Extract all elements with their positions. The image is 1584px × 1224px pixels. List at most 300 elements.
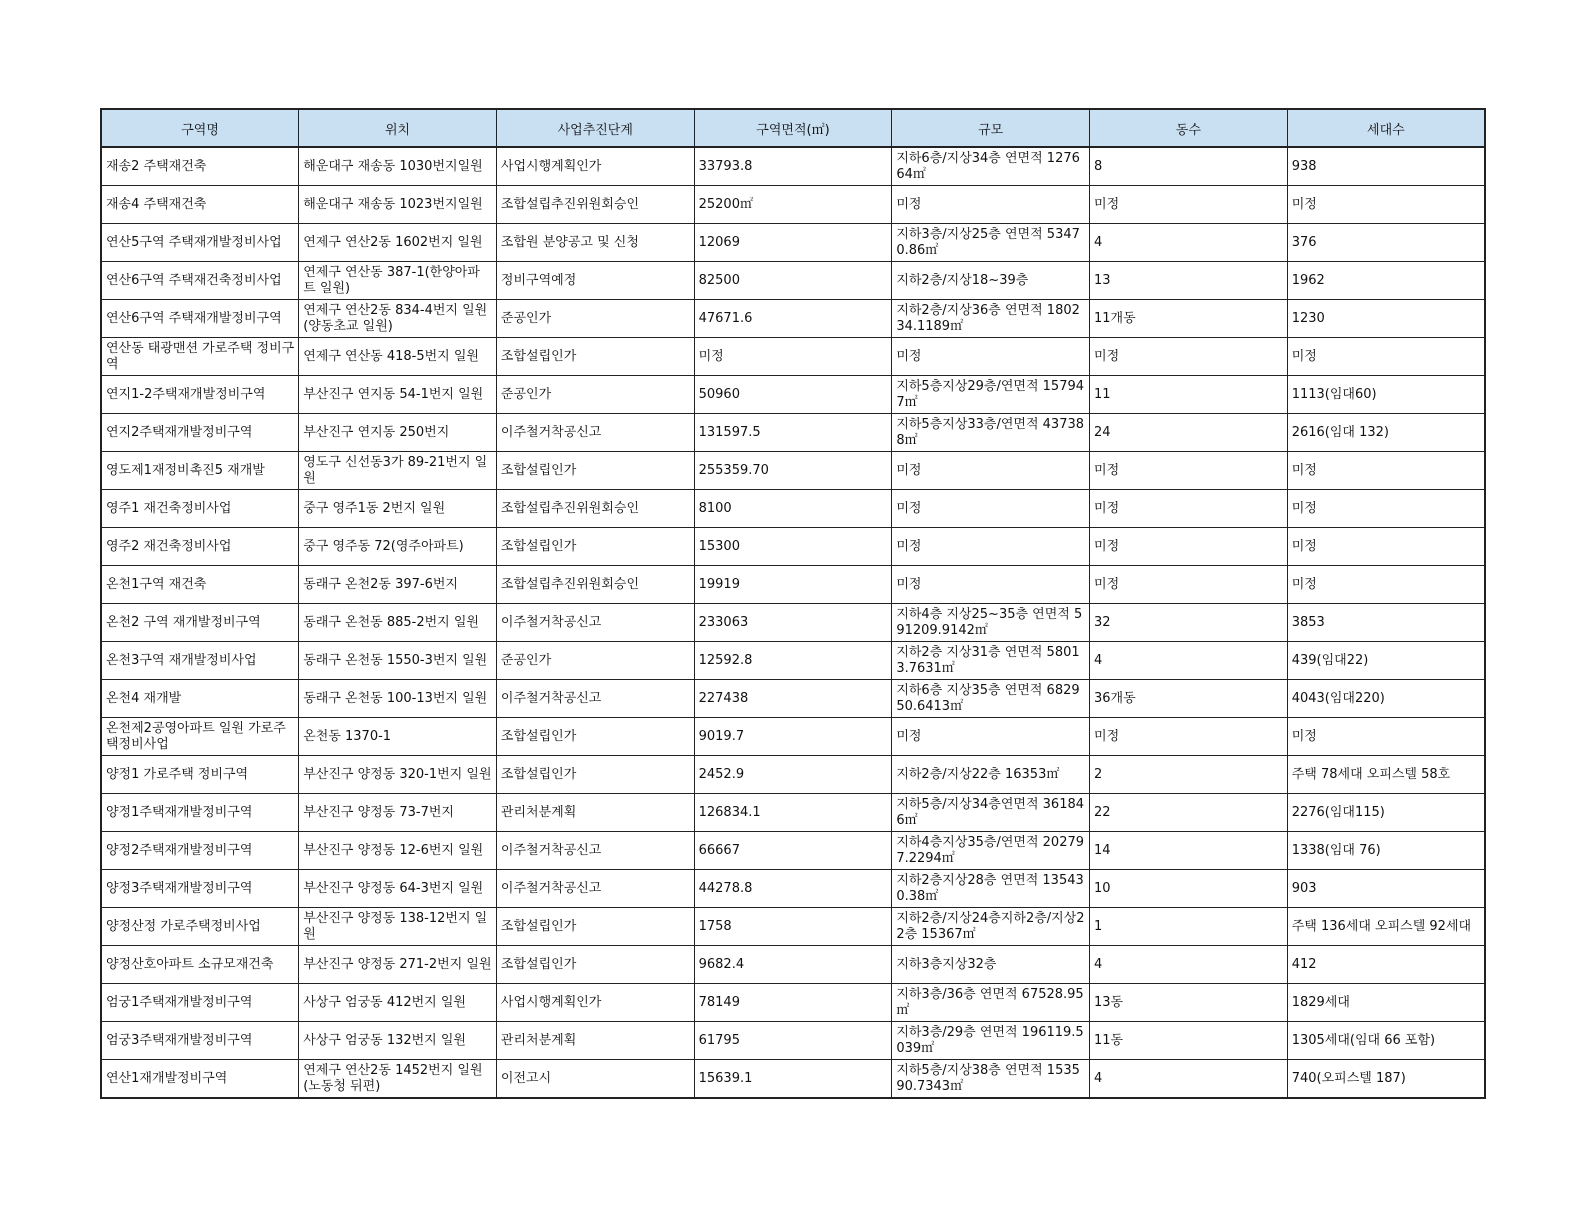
table-row (101, 338, 1485, 376)
cell-location (299, 452, 497, 490)
cell-text: 부산진구 양정동 271-2번지 일원 (303, 956, 492, 972)
cell-stage (496, 186, 694, 224)
cell-text: 부산진구 연지동 54-1번지 일원 (303, 386, 484, 402)
cell-text: 1 (1094, 918, 1103, 934)
cell-text: 조합설립인가 (500, 728, 577, 744)
header-area: 구역면적(㎡) (694, 109, 892, 147)
cell-households (1287, 642, 1485, 680)
cell-text: 66667 (698, 842, 740, 858)
cell-stage (496, 642, 694, 680)
cell-text: 지하4층 지상25~35층 연면적 591209.9142㎡ (896, 606, 1083, 638)
cell-text: 연산1재개발정비구역 (106, 1070, 228, 1086)
cell-text: 13 (1094, 272, 1111, 288)
cell-text: 36개동 (1094, 690, 1136, 706)
cell-households (1287, 870, 1485, 908)
table-row (101, 452, 1485, 490)
cell-text: 1758 (698, 918, 732, 934)
table-row (101, 262, 1485, 300)
cell-text: 미정 (1291, 728, 1317, 744)
cell-zone-name (101, 186, 299, 224)
cell-text: 44278.8 (698, 880, 753, 896)
cell-buildings (1090, 604, 1288, 642)
cell-households (1287, 147, 1485, 186)
cell-area (694, 1060, 892, 1099)
cell-zone-name (101, 147, 299, 186)
cell-text: 이주철거착공신고 (500, 842, 602, 858)
cell-buildings (1090, 452, 1288, 490)
cell-text: 영도제1재정비촉진5 재개발 (106, 462, 265, 478)
cell-stage (496, 414, 694, 452)
cell-text: 준공인가 (500, 386, 552, 402)
cell-scale (892, 984, 1090, 1022)
cell-area (694, 680, 892, 718)
table-body (101, 147, 1485, 1098)
cell-households (1287, 528, 1485, 566)
cell-text: 1230 (1291, 310, 1325, 326)
cell-buildings (1090, 946, 1288, 984)
cell-text: 재송2 주택재건축 (106, 158, 207, 174)
table-row (101, 186, 1485, 224)
cell-text: 4 (1094, 652, 1103, 668)
cell-scale (892, 338, 1090, 376)
cell-text: 미정 (1094, 348, 1120, 364)
cell-text: 조합설립인가 (500, 462, 577, 478)
table-row (101, 1022, 1485, 1060)
cell-text: 지하3층/36층 연면적 67528.95㎡ (896, 986, 1084, 1018)
cell-text: 조합설립인가 (500, 918, 577, 934)
cell-buildings (1090, 870, 1288, 908)
table-row (101, 794, 1485, 832)
table-row (101, 1060, 1485, 1099)
cell-text: 준공인가 (500, 652, 552, 668)
cell-location (299, 414, 497, 452)
cell-buildings (1090, 262, 1288, 300)
cell-text: 지하3층/지상25층 연면적 53470.86㎡ (896, 226, 1080, 258)
cell-text: 1305세대(임대 66 포함) (1291, 1032, 1436, 1048)
cell-households (1287, 1022, 1485, 1060)
header-stage: 사업추진단계 (496, 109, 694, 147)
cell-text: 4 (1094, 234, 1103, 250)
cell-zone-name (101, 338, 299, 376)
header-buildings: 동수 (1090, 109, 1288, 147)
cell-location (299, 147, 497, 186)
cell-zone-name (101, 604, 299, 642)
cell-stage (496, 718, 694, 756)
cell-text: 조합설립추진위원회승인 (500, 576, 640, 592)
cell-text: 영도구 신선동3가 89-21번지 일원 (303, 454, 488, 486)
cell-area (694, 300, 892, 338)
cell-text: 부산진구 양정동 64-3번지 일원 (303, 880, 484, 896)
table-row (101, 376, 1485, 414)
cell-households (1287, 376, 1485, 414)
cell-scale (892, 224, 1090, 262)
cell-households (1287, 756, 1485, 794)
cell-stage (496, 300, 694, 338)
cell-area (694, 224, 892, 262)
cell-buildings (1090, 566, 1288, 604)
cell-zone-name (101, 376, 299, 414)
cell-text: 938 (1291, 158, 1317, 174)
cell-scale (892, 832, 1090, 870)
cell-text: 연제구 연산동 387-1(한양아파트 일원) (303, 264, 480, 296)
cell-area (694, 186, 892, 224)
cell-text: 1338(임대 76) (1291, 842, 1381, 858)
header-scale: 규모 (892, 109, 1090, 147)
cell-text: 중구 영주1동 2번지 일원 (303, 500, 446, 516)
cell-location (299, 680, 497, 718)
cell-text: 부산진구 양정동 12-6번지 일원 (303, 842, 484, 858)
cell-text: 50960 (698, 386, 740, 402)
cell-text: 엄궁1주택재개발정비구역 (106, 994, 253, 1010)
cell-location (299, 794, 497, 832)
cell-text: 양정3주택재개발정비구역 (106, 880, 253, 896)
cell-households (1287, 338, 1485, 376)
cell-area (694, 262, 892, 300)
cell-text: 양정산정 가로주택정비사업 (106, 918, 261, 934)
cell-scale (892, 718, 1090, 756)
cell-area (694, 414, 892, 452)
cell-area (694, 756, 892, 794)
cell-households (1287, 604, 1485, 642)
table-row (101, 870, 1485, 908)
cell-area (694, 376, 892, 414)
cell-area (694, 147, 892, 186)
cell-text: 12592.8 (698, 652, 753, 668)
cell-scale (892, 642, 1090, 680)
redevelopment-table (100, 108, 1486, 1099)
cell-stage (496, 794, 694, 832)
cell-location (299, 186, 497, 224)
cell-text: 온천4 재개발 (106, 690, 182, 706)
cell-zone-name (101, 642, 299, 680)
table-row (101, 946, 1485, 984)
cell-households (1287, 946, 1485, 984)
cell-buildings (1090, 718, 1288, 756)
cell-households (1287, 984, 1485, 1022)
cell-households (1287, 908, 1485, 946)
cell-text: 11동 (1094, 1032, 1124, 1048)
cell-scale (892, 946, 1090, 984)
cell-text: 지하3층/29층 연면적 196119.5039㎡ (896, 1024, 1084, 1056)
cell-area (694, 946, 892, 984)
cell-location (299, 984, 497, 1022)
cell-buildings (1090, 224, 1288, 262)
cell-text: 엄궁3주택재개발정비구역 (106, 1032, 253, 1048)
cell-text: 영주2 재건축정비사업 (106, 538, 232, 554)
cell-text: 양정1주택재개발정비구역 (106, 804, 253, 820)
cell-area (694, 1022, 892, 1060)
cell-text: 지하4층지상35층/연면적 202797.2294㎡ (896, 834, 1085, 866)
cell-text: 조합설립인가 (500, 538, 577, 554)
cell-buildings (1090, 1060, 1288, 1099)
cell-stage (496, 224, 694, 262)
cell-zone-name (101, 224, 299, 262)
cell-text: 조합설립추진위원회승인 (500, 196, 640, 212)
cell-zone-name (101, 984, 299, 1022)
cell-text: 미정 (1291, 348, 1317, 364)
cell-stage (496, 604, 694, 642)
cell-area (694, 338, 892, 376)
cell-location (299, 1060, 497, 1099)
cell-scale (892, 756, 1090, 794)
cell-text: 사업시행계획인가 (500, 158, 602, 174)
cell-stage (496, 528, 694, 566)
table-row (101, 908, 1485, 946)
cell-location (299, 870, 497, 908)
cell-text: 부산진구 양정동 320-1번지 일원 (303, 766, 492, 782)
cell-text: 25200㎡ (698, 196, 753, 212)
cell-scale (892, 1060, 1090, 1099)
cell-text: 이주철거착공신고 (500, 690, 602, 706)
cell-buildings (1090, 680, 1288, 718)
cell-zone-name (101, 908, 299, 946)
cell-text: 10 (1094, 880, 1111, 896)
cell-text: 1829세대 (1291, 994, 1350, 1010)
cell-text: 11 (1094, 386, 1111, 402)
cell-text: 양정산호아파트 소규모재건축 (106, 956, 274, 972)
cell-text: 4 (1094, 956, 1103, 972)
cell-text: 이주철거착공신고 (500, 424, 602, 440)
cell-text: 온천1구역 재건축 (106, 576, 207, 592)
cell-text: 지하5층/지상38층 연면적 153590.7343㎡ (896, 1062, 1080, 1094)
cell-text: 미정 (896, 462, 922, 478)
cell-households (1287, 832, 1485, 870)
cell-area (694, 490, 892, 528)
cell-zone-name (101, 414, 299, 452)
table-row (101, 604, 1485, 642)
table-row (101, 984, 1485, 1022)
cell-text: 78149 (698, 994, 740, 1010)
table-row (101, 300, 1485, 338)
cell-scale (892, 186, 1090, 224)
cell-zone-name (101, 490, 299, 528)
cell-text: 주택 78세대 오피스텔 58호 (1291, 766, 1451, 782)
cell-text: 미정 (1094, 728, 1120, 744)
cell-households (1287, 718, 1485, 756)
cell-households (1287, 680, 1485, 718)
cell-text: 255359.70 (698, 462, 769, 478)
cell-text: 439(임대22) (1291, 652, 1369, 668)
cell-stage (496, 1022, 694, 1060)
cell-text: 47671.6 (698, 310, 753, 326)
cell-households (1287, 452, 1485, 490)
header-zone-name: 구역명 (101, 109, 299, 147)
cell-text: 9682.4 (698, 956, 745, 972)
cell-text: 연산동 태광맨션 가로주택 정비구역 (106, 340, 295, 372)
cell-zone-name (101, 832, 299, 870)
cell-buildings (1090, 832, 1288, 870)
cell-location (299, 1022, 497, 1060)
cell-text: 미정 (896, 728, 922, 744)
cell-scale (892, 566, 1090, 604)
cell-zone-name (101, 794, 299, 832)
cell-zone-name (101, 1060, 299, 1099)
cell-households (1287, 300, 1485, 338)
cell-text: 8100 (698, 500, 732, 516)
cell-households (1287, 1060, 1485, 1099)
cell-scale (892, 147, 1090, 186)
cell-stage (496, 946, 694, 984)
cell-text: 11개동 (1094, 310, 1136, 326)
cell-text: 부산진구 양정동 73-7번지 (303, 804, 454, 820)
cell-text: 조합설립추진위원회승인 (500, 500, 640, 516)
cell-households (1287, 186, 1485, 224)
cell-text: 동래구 온천동 100-13번지 일원 (303, 690, 488, 706)
cell-zone-name (101, 718, 299, 756)
cell-location (299, 604, 497, 642)
cell-text: 32 (1094, 614, 1111, 630)
cell-text: 관리처분계획 (500, 804, 577, 820)
cell-buildings (1090, 147, 1288, 186)
table-row (101, 680, 1485, 718)
cell-location (299, 528, 497, 566)
cell-text: 온천2 구역 재개발정비구역 (106, 614, 261, 630)
cell-buildings (1090, 186, 1288, 224)
cell-location (299, 756, 497, 794)
cell-buildings (1090, 376, 1288, 414)
table-row (101, 490, 1485, 528)
cell-text: 동래구 온천동 885-2번지 일원 (303, 614, 479, 630)
cell-text: 미정 (1291, 196, 1317, 212)
cell-buildings (1090, 794, 1288, 832)
cell-text: 미정 (698, 348, 724, 364)
table-row (101, 414, 1485, 452)
cell-scale (892, 376, 1090, 414)
cell-text: 14 (1094, 842, 1111, 858)
cell-text: 19919 (698, 576, 740, 592)
header-row (101, 109, 1485, 147)
cell-buildings (1090, 1022, 1288, 1060)
table-row (101, 832, 1485, 870)
cell-scale (892, 490, 1090, 528)
cell-text: 지하6층 지상35층 연면적 682950.6413㎡ (896, 682, 1080, 714)
cell-location (299, 490, 497, 528)
cell-households (1287, 262, 1485, 300)
cell-buildings (1090, 490, 1288, 528)
cell-location (299, 832, 497, 870)
cell-text: 지하2층/지상36층 연면적 180234.1189㎡ (896, 302, 1080, 334)
cell-zone-name (101, 756, 299, 794)
cell-text: 주택 136세대 오피스텔 92세대 (1291, 918, 1472, 934)
cell-text: 82500 (698, 272, 740, 288)
cell-text: 연산5구역 주택재개발정비사업 (106, 234, 282, 250)
cell-scale (892, 300, 1090, 338)
cell-text: 지하2층지상28층 연면적 135430.38㎡ (896, 872, 1084, 904)
cell-text: 조합설립인가 (500, 348, 577, 364)
cell-area (694, 528, 892, 566)
cell-text: 지하5층지상29층/연면적 157947㎡ (896, 378, 1085, 410)
cell-households (1287, 566, 1485, 604)
cell-area (694, 870, 892, 908)
cell-area (694, 566, 892, 604)
cell-text: 연지1-2주택재개발정비구역 (106, 386, 266, 402)
cell-text: 해운대구 재송동 1023번지일원 (303, 196, 483, 212)
cell-text: 재송4 주택재건축 (106, 196, 207, 212)
cell-text: 동래구 온천동 1550-3번지 일원 (303, 652, 488, 668)
cell-text: 233063 (698, 614, 749, 630)
cell-text: 지하2층 지상31층 연면적 58013.7631㎡ (896, 644, 1080, 676)
cell-text: 131597.5 (698, 424, 761, 440)
cell-buildings (1090, 984, 1288, 1022)
cell-text: 영주1 재건축정비사업 (106, 500, 232, 516)
cell-text: 3853 (1291, 614, 1325, 630)
cell-zone-name (101, 566, 299, 604)
cell-scale (892, 680, 1090, 718)
cell-text: 미정 (1291, 538, 1317, 554)
cell-zone-name (101, 870, 299, 908)
cell-text: 부산진구 양정동 138-12번지 일원 (303, 910, 488, 942)
cell-text: 연지2주택재개발정비구역 (106, 424, 253, 440)
cell-text: 미정 (1094, 196, 1120, 212)
cell-stage (496, 490, 694, 528)
cell-stage (496, 376, 694, 414)
cell-text: 미정 (1094, 576, 1120, 592)
cell-text: 사상구 엄궁동 412번지 일원 (303, 994, 466, 1010)
table-row (101, 756, 1485, 794)
cell-text: 미정 (896, 196, 922, 212)
cell-text: 미정 (1094, 462, 1120, 478)
cell-text: 24 (1094, 424, 1111, 440)
cell-text: 연제구 연산2동 1452번지 일원(노동청 뒤편) (303, 1062, 483, 1094)
cell-area (694, 642, 892, 680)
cell-text: 연제구 연산동 418-5번지 일원 (303, 348, 479, 364)
cell-text: 33793.8 (698, 158, 753, 174)
cell-text: 4043(임대220) (1291, 690, 1385, 706)
cell-text: 연제구 연산2동 1602번지 일원 (303, 234, 483, 250)
cell-text: 정비구역예정 (500, 272, 577, 288)
cell-text: 740(오피스텔 187) (1291, 1070, 1406, 1086)
table-row (101, 642, 1485, 680)
cell-text: 미정 (1094, 538, 1120, 554)
cell-scale (892, 908, 1090, 946)
cell-text: 조합설립인가 (500, 766, 577, 782)
cell-stage (496, 908, 694, 946)
cell-text: 지하2층/지상24층지하2층/지상22층 15367㎡ (896, 910, 1085, 942)
cell-text: 지하2층/지상18~39층 (896, 272, 1029, 288)
table-row (101, 528, 1485, 566)
cell-buildings (1090, 528, 1288, 566)
cell-stage (496, 870, 694, 908)
cell-buildings (1090, 642, 1288, 680)
cell-area (694, 908, 892, 946)
cell-zone-name (101, 452, 299, 490)
cell-text: 227438 (698, 690, 749, 706)
cell-text: 온천동 1370-1 (303, 728, 392, 744)
cell-text: 미정 (896, 500, 922, 516)
table-row (101, 566, 1485, 604)
cell-buildings (1090, 300, 1288, 338)
cell-text: 61795 (698, 1032, 740, 1048)
cell-buildings (1090, 338, 1288, 376)
cell-stage (496, 262, 694, 300)
cell-location (299, 642, 497, 680)
cell-zone-name (101, 680, 299, 718)
cell-text: 관리처분계획 (500, 1032, 577, 1048)
cell-scale (892, 528, 1090, 566)
cell-text: 양정1 가로주택 정비구역 (106, 766, 249, 782)
cell-text: 2616(임대 132) (1291, 424, 1390, 440)
cell-text: 미정 (1291, 462, 1317, 478)
cell-scale (892, 794, 1090, 832)
cell-buildings (1090, 414, 1288, 452)
cell-text: 2276(임대115) (1291, 804, 1385, 820)
header-location: 위치 (299, 109, 497, 147)
cell-text: 조합설립인가 (500, 956, 577, 972)
cell-households (1287, 414, 1485, 452)
cell-text: 미정 (896, 538, 922, 554)
cell-scale (892, 870, 1090, 908)
cell-text: 903 (1291, 880, 1317, 896)
